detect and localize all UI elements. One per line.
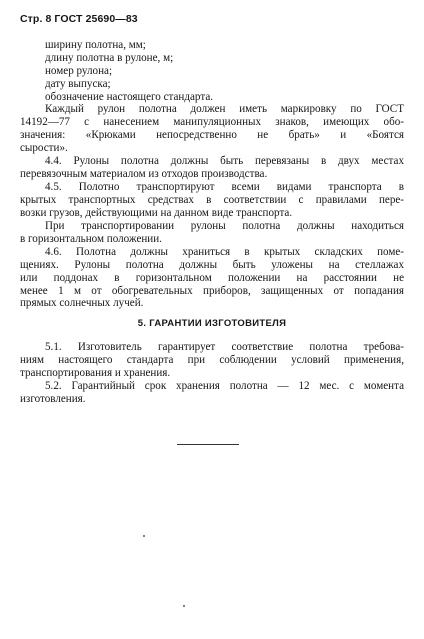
text-line: или поддонах в горизонтальном положении на расстоянии не	[20, 272, 404, 284]
text-line: 5.2. Гарантийный срок хранения полотна — 12 мес. с момента	[45, 380, 404, 392]
text-line: сырости».	[20, 142, 68, 154]
text-line: 4.4. Рулоны полотна должны быть перевязаны в двух местах	[45, 155, 404, 167]
text-line: 14192—77 с нанесением манипуляционных знаков, имеющих обо-	[20, 116, 404, 128]
text-line: возки грузов, действующими на данном виде транспорта.	[20, 207, 293, 219]
text-line: ниям настоящего стандарта при соблюдении условий применения,	[20, 354, 404, 366]
text-line: в горизонтальном положении.	[20, 233, 162, 245]
text-line: При транспортировании рулоны полотна должны находиться	[45, 220, 404, 232]
text-line: менее 1 м от обогревательных приборов, защищенных от попадания	[20, 285, 404, 297]
text-line: Каждый рулон полотна должен иметь маркировку по ГОСТ	[45, 103, 404, 115]
section-title: 5. ГАРАНТИИ ИЗГОТОВИТЕЛЯ	[137, 318, 287, 329]
text-line: номер рулона;	[45, 65, 113, 77]
text-line: прямых солнечных лучей.	[20, 297, 144, 309]
text-line: щениях. Рулоны полотна должны быть уложены на стеллажах	[20, 259, 404, 271]
text-line: 4.6. Полотна должны храниться в крытых складских поме-	[45, 246, 404, 258]
text-line: обозначение настоящего стандарта.	[45, 91, 214, 103]
text-line: транспортирования и хранения.	[20, 367, 171, 379]
page-header: Стр. 8 ГОСТ 25690—83	[20, 13, 138, 25]
text-line: длину полотна в рулоне, м;	[45, 52, 174, 64]
scan-speck	[143, 535, 145, 537]
text-line: 4.5. Полотно транспортируют всеми видами транспорта в	[45, 181, 404, 193]
text-line: изготовления.	[20, 393, 86, 405]
text-line: значения: «Крюками непосредственно не брать» и «Боятся	[20, 129, 404, 141]
text-line: перевязочным материалом из отходов производства.	[20, 168, 268, 180]
text-line: 5.1. Изготовитель гарантирует соответствие полотна требова-	[45, 341, 404, 353]
scan-speck	[183, 605, 185, 607]
text-line: дату выпуска;	[45, 78, 111, 90]
text-line: ширину полотна, мм;	[45, 39, 146, 51]
end-rule	[177, 444, 239, 445]
text-line: крытых транспортных средствах в соответствии с правилами пере-	[20, 194, 404, 206]
